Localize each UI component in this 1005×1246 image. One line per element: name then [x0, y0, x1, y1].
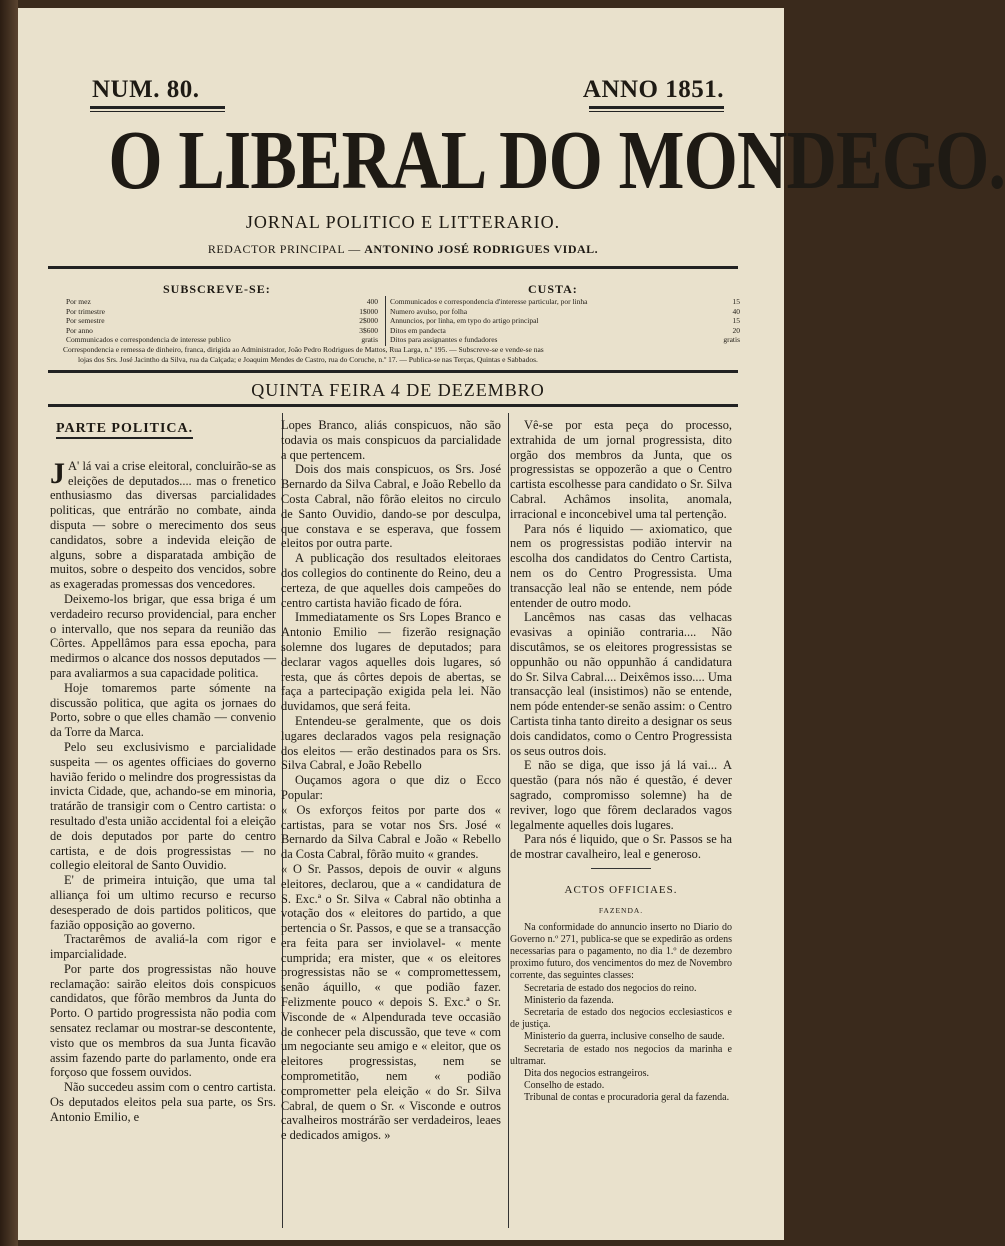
actos-heading: ACTOS OFFICIAES.	[564, 883, 678, 896]
price-row: Por trimestre 1$000	[66, 306, 378, 316]
paragraph: E' de primeira intuição, que uma tal alliança foi um ultimo recurso e recurso desesperado de dois partidos politicos, que fazião opposição ao governo.	[50, 873, 276, 932]
paragraph: Lancêmos nas casas das velhacas evasivas a opinião contraria.... Não discutâmos, se os eleitores progressistas se oppunhão ou não oppunhão á candidatura do Sr. Silva Cabral.... Deixêmos isso.... Uma transacção leal (insistimos) não se entende, nem póde entender-se senão assim: o Centro Cartista tinha tanto direito a designar os seus dois candidatos, como o Centro Progressista os seus outros dois.	[510, 610, 732, 758]
price-row: Ditos para assignantes e fundadores gratis	[390, 335, 740, 345]
price-row: Communicados e correspondencia d'interesse particular, por linha 15	[390, 297, 740, 306]
price-row: Por semestre 2$000	[66, 316, 378, 326]
price-row: Communicados e correspondencia de interesse publico gratis	[66, 335, 378, 345]
notice-line-2: lojas dos Srs. José Jacintho da Silva, rua da Calçada; e Joaquim Mendes de Castro, rua do Coruche, n.º 17. — Publica-se nas Terças, Quintas e Sabbados.	[78, 355, 538, 364]
issue-year: ANNO 1851.	[582, 76, 724, 103]
paragraph: A publicação dos resultados eleitoraes dos collegios do continente do Reino, deu a certeza, de que aquelles dois campeões do centro cartista havião ficado de fóra.	[281, 551, 501, 610]
subscription-heading: SUBSCREVE-SE:	[163, 282, 271, 296]
paragraph: Deixemo-los brigar, que essa briga é um verdadeiro recurso providencial, para encher o intervallo, que nos separa da reunião das Côrtes. Appellâmos para essa epocha, para medirmos o alcance dos nossos deputados — para avaliarmos a sua capacidade politica.	[50, 591, 276, 680]
price-divider	[385, 296, 386, 346]
list-item: Secretaria de estado dos negocios ecclesiasticos e de justiça.	[510, 1006, 732, 1031]
list-item: Secretaria de estado nos negocios da marinha e ultramar.	[510, 1043, 732, 1067]
header-divider	[48, 266, 738, 269]
left-rule	[90, 106, 225, 112]
list-item: Tribunal de contas e procuradoria geral da fazenda.	[524, 1092, 730, 1104]
quote-paragraph: « Os exforços feitos por parte dos « cartistas, para se votar nos Srs. José « Bernardo da Silva Cabral e João « Rebello da Costa Cabral, fôrão muito « grandes.	[281, 802, 501, 862]
actos-list	[510, 922, 732, 1105]
newspaper-title: O LIBERAL DO MONDEGO.	[108, 114, 1005, 207]
separator-rule	[591, 868, 651, 869]
masthead-top	[70, 70, 730, 110]
subscription-prices	[66, 297, 378, 345]
newspaper-subtitle: JORNAL POLITICO E LITTERARIO.	[245, 212, 561, 232]
paragraph: Para nós é liquido, que o Sr. Passos se ha de mostrar cavalheiro, leal e generoso.	[510, 832, 732, 862]
newspaper-page	[18, 8, 1005, 1240]
paragraph: Entendeu-se geralmente, que os dois lugares declarados vagos pela resignação dos eleitos — erão destinados para os Srs. Silva Cabral, e João Rebello	[281, 713, 501, 773]
paragraph: Para nós é liquido — axiomatico, que nem os progressistas podião intervir na escolha dos candidatos do Centro Cartista, nem os do Centro Progressista. Uma transacção leal não se entende, nem póde entender de outro modo.	[510, 521, 732, 610]
issue-number: NUM. 80.	[92, 76, 200, 103]
column-1	[50, 418, 276, 1125]
paragraph: Por parte dos progressistas não houve reclamação: sairão eleitos dois conspicuos candidatos, que fôrão membros da Junta do Porto. O partido progressista não podia com sensatez reclamar ou mostrar-se descontente, visto que os membros da sua Junta ficavão assim fazendo parte do parlamento, onde era forçoso que fossem ouvidos.	[50, 961, 276, 1080]
costs-prices	[390, 297, 740, 345]
paragraph: Hoje tomaremos parte sómente na discussão politica, que agita os jornaes do Porto, sobre o que elles chamão — convenio da Torre da Marca.	[50, 680, 276, 740]
drop-cap: J	[50, 456, 65, 490]
date-bottom-rule	[48, 404, 738, 407]
list-item: Conselho de estado.	[524, 1080, 605, 1092]
date-top-rule	[48, 370, 738, 373]
redactor-line	[48, 242, 758, 257]
column-3	[510, 418, 732, 1105]
list-item: Dita dos negocios estrangeiros.	[524, 1067, 649, 1079]
column-2	[281, 418, 501, 1143]
list-item: Secretaria de estado dos negocios do reino.	[524, 982, 697, 994]
quote-paragraph: « O Sr. Passos, depois de ouvir « alguns eleitores, declarou, que a « candidatura de S. Exc.ª o Sr. Silva « Cabral não obtinha a votação dos « eleitores do partido, a que pertencia o Sr. Passos, e que se a transacção era feita para ser inviolavel- « mente cumprida; era mister, que « os eleitores progressistas não se « compromettessem, senão áquillo, « que podião fazer. Felizmente pouco « depois S. Exc.ª o Sr. Visconde de « Alpendurada teve occasião de conhecer pela discussão, que teve « com um negociante seu amigo e « eleitor, que os eleitores progressistas, nem se comprometitão, nem « podião comprometter pela eleição « do Sr. Silva Cabral, de quem o Sr. « Visconde e outros cavalheiros mostrárão ser verdadeiros, leaes e dedicados amigos. »	[281, 861, 501, 1143]
book-binding	[0, 0, 18, 1246]
section-title: PARTE POLITICA.	[56, 422, 193, 439]
paragraph: Tractarêmos de avaliá-la com rigor e imparcialidade.	[50, 932, 276, 962]
paragraph: Ouçamos agora o que diz o Ecco Popular:	[281, 773, 501, 802]
column-divider	[508, 413, 509, 1228]
notice-line-1: Correspondencia e remessa de dinheiro, franca, dirigida ao Administrador, João Pedro Rodrigues de Mattos, Rua Larga, n.º 195. — Subscreve-se e vende-se nas	[63, 345, 544, 354]
paragraph: Não succedeu assim com o centro cartista. Os deputados eleitos pela sua parte, os Srs. Antonio Emilio, e	[50, 1080, 276, 1124]
price-row: Numero avulso, por folha 40	[390, 306, 740, 316]
right-rule	[589, 106, 724, 112]
paragraph: Immediatamente os Srs Lopes Branco e Antonio Emilio — fizerão resignação solemne dos lugares de deputados; para declarar vagos aquelles dois lugares, só resta, que ás côrtes depois de abertas, se faça a partecipação exigida pela lei. Não duvidamos, que será feita.	[281, 610, 501, 714]
paragraph: Lopes Branco, aliás conspicuos, não são todavia os mais conspicuos da parcialidade a que pertencem.	[281, 418, 501, 462]
issue-date: QUINTA FEIRA 4 DE DEZEMBRO	[251, 380, 545, 400]
redactor-name: ANTONINO JOSÉ RODRIGUES VIDAL.	[364, 242, 599, 256]
price-row: Por mez 400	[66, 297, 378, 306]
paragraph: Dois dos mais conspicuos, os Srs. José Bernardo da Silva Cabral, e João Rebello da Costa Cabral, não fôrão eleitos no circulo de Santo Ouvidio, dando-se por desculpa, que constava e se esperava, que fossem eleitos por outra parte.	[281, 462, 501, 551]
paragraph: E não se diga, que isso já lá vai... A questão (para nós não é questão, é dever sagrado, compromisso solemne) ha de reviver, logo que fôrem declarados vagos legalmente aquelles dois lugares.	[510, 758, 732, 832]
paragraph: Vê-se por esta peça do processo, extrahida de um jornal progressista, dito orgão dos membros da Junta, que os progressistas se oppozerão a que o Centro cartista escolhesse para candidato o Sr. Silva Cabral. Achâmos insolita, anomala, irracional e inconcebivel uma tal pertenção.	[510, 418, 732, 521]
fazenda-heading: FAZENDA.	[598, 905, 644, 915]
costs-heading: CUSTA:	[528, 282, 578, 296]
price-row: Annuncios, por linha, em typo do artigo principal 15	[390, 316, 740, 326]
redactor-label: REDACTOR PRINCIPAL —	[207, 242, 361, 256]
list-item: Ministerio da fazenda.	[524, 994, 614, 1006]
paragraph: Na conformidade do annuncio inserto no Diario do Governo n.º 271, publica-se que se expedirão as ordens necessarias para o pagamento, no dia 1.º de dezembro proximo futuro, dos vencimentos do mez de Novembro corrente, das seguintes classes:	[510, 921, 732, 982]
list-item: Ministerio da guerra, inclusive conselho de saude.	[524, 1031, 725, 1043]
paragraph: J A' lá vai a crise eleitoral, concluirão-se as eleições de deputados.... mas o frenetico enthusiasmo das diversas parcialidades politicas, que entrárão no combate, ainda disputa — sobre o merecimento dos seus candidatos, sobre a indevida eleição de alguns, sobre a disparatada ambição de muitos, sobre o despeito dos vencidos, sobre as exageradas promessas dos vencedores.	[50, 456, 276, 592]
price-row: Ditos em pandecta 20	[390, 325, 740, 335]
price-row: Por anno 3$600	[66, 325, 378, 335]
paragraph: Pelo seu exclusivismo e parcialidade suspeita — os agentes officiaes do governo havião ferido o melindre dos progressistas da invicta Cidade, que, achando-se em minoria, tratárão de transigir com o Centro cartista: o resultado d'esta união accidental foi a eleição de dois deputados por parte do centro cartista, e de dois progressistas — no collegio eleitoral de Santo Ouvidio.	[50, 739, 276, 873]
